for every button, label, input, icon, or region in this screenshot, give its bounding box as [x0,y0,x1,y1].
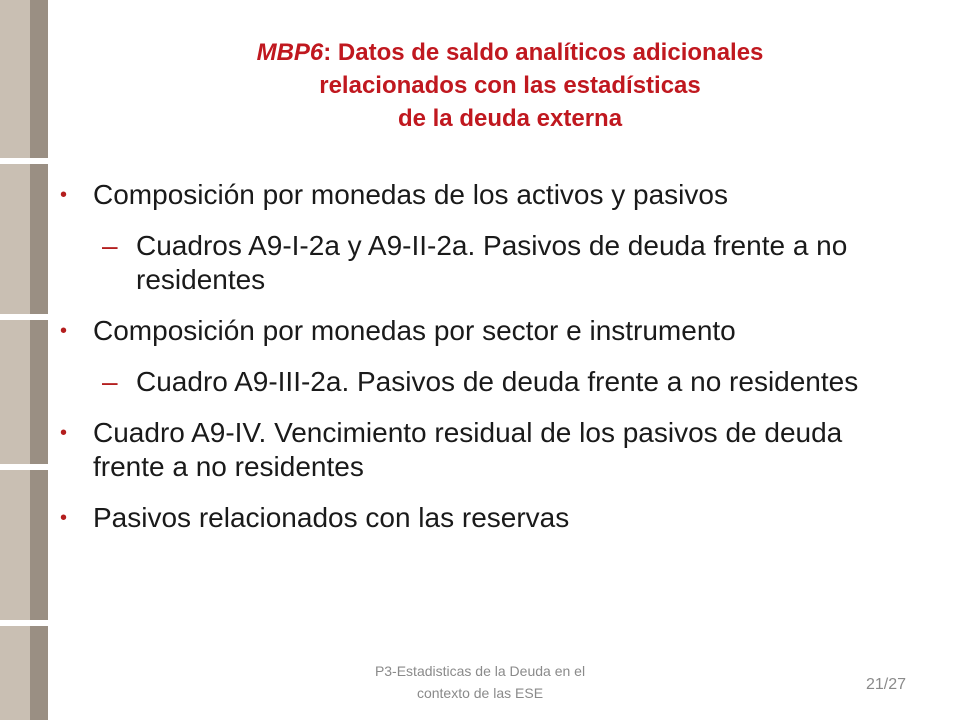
title-line-3: de la deuda externa [397,105,623,132]
bullet-item [60,501,910,535]
sub-bullet-item [60,229,910,297]
bar-segment [0,0,48,158]
bullet-item [60,416,910,484]
bullet-item [60,314,910,348]
left-decorative-bar [0,0,48,720]
title-line-2: relacionados con las estadísticas [319,72,701,99]
bullet-item [60,178,910,212]
title-em: MBP6 [256,39,324,66]
footer-line-1: P3-Estadisticas de la Deuda en el [374,663,586,679]
title-line-1-rest: : Datos de saldo analíticos adicionales [323,39,764,66]
bullet-text: Pasivos relacionados con las reservas [93,502,570,533]
bullet-text: Composición por monedas por sector e instrumento [93,315,736,346]
title-line-1 [120,36,900,69]
page-number: 21/27 [865,676,906,693]
sub-bullet-text: Cuadro A9-III-2a. Pasivos de deuda frente a no residentes [136,366,859,397]
bullet-marker: • [60,422,68,444]
sub-bullet-text: Cuadros A9-I-2a y A9-II-2a. Pasivos de deuda frente a no residentes [136,230,848,295]
sub-bullet-marker: – [102,366,118,397]
bullet-list [60,178,910,552]
sub-bullet-marker: – [102,230,118,261]
bar-segment [0,470,48,620]
bullet-text: Cuadro A9-IV. Vencimiento residual de los pasivos de deuda frente a no residentes [93,417,843,482]
sub-bullet-item [60,365,910,399]
bar-segment [0,626,48,720]
slide-title [120,36,900,135]
bullet-marker: • [60,184,68,206]
bar-segment [0,164,48,314]
footer-text [350,660,610,704]
bullet-text: Composición por monedas de los activos y pasivos [93,179,728,210]
bullet-marker: • [60,320,68,342]
footer-line-2: contexto de las ESE [416,685,544,701]
bullet-marker: • [60,507,68,529]
bar-segment [0,320,48,464]
